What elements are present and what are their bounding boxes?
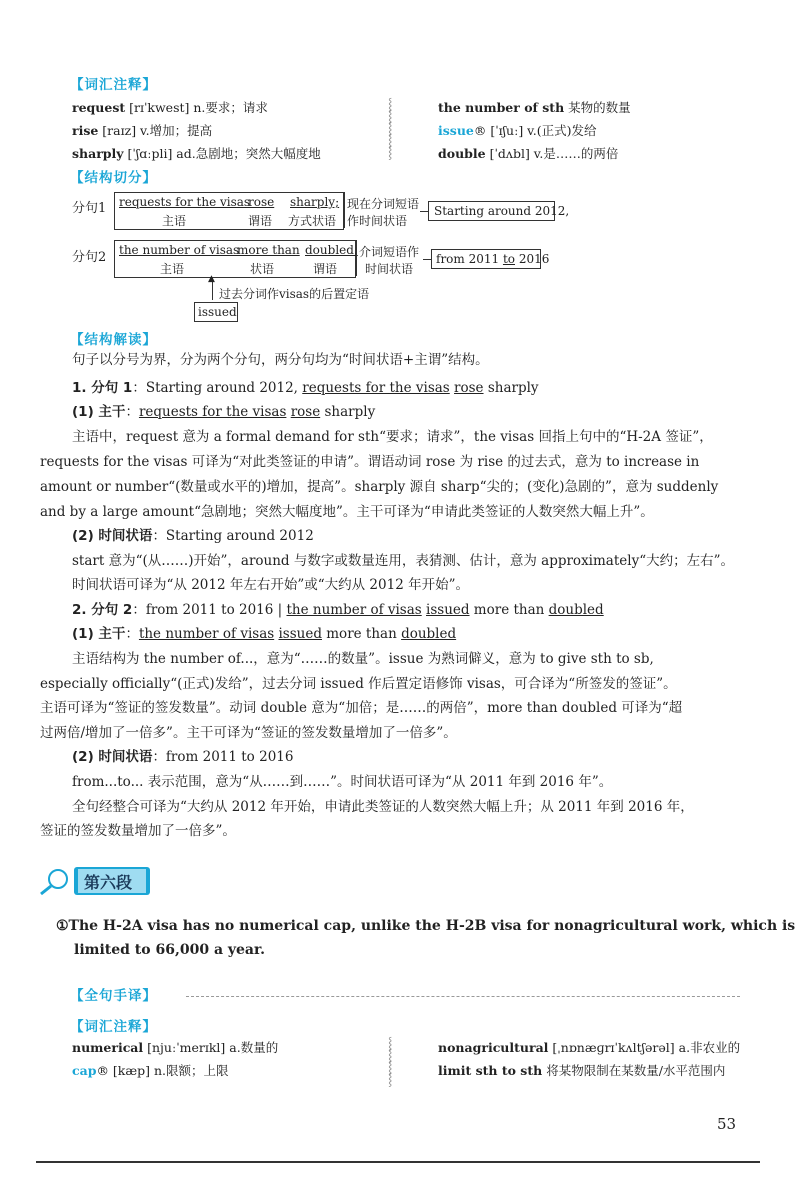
c1-tag-adv: 方式状语	[288, 214, 337, 228]
sentence-line: limited to 66,000 a year.	[74, 942, 265, 958]
analysis-line: amount or number“(数量或水平的)增加，提高”。sharply 源自 sharp“尖的；(变化)急剧的”，意为 suddenly	[40, 479, 719, 495]
paragraph-title: 第六段	[84, 873, 133, 892]
vocab-item: limit sth to sth 将某物限制在某数量/水平范围内	[438, 1063, 726, 1078]
vocab-item: issue® [ˈɪʃuː] v.(正式)发给	[438, 123, 597, 138]
analysis-line: especially officially“(正式)发给”，过去分词 issued 作后置定语修饰 visas，可合译为“所签发的签证”。	[40, 676, 677, 692]
structure-heading: 【结构切分】	[70, 170, 157, 186]
c1-note-a: 现在分词短语	[347, 197, 420, 211]
structure-diagram	[0, 0, 800, 330]
analysis-line: (2) 时间状语：from 2011 to 2016	[72, 749, 294, 765]
vocab-item: numerical [njuːˈmerɪkl] a.数量的	[72, 1040, 279, 1055]
vocab-list-left	[72, 1036, 278, 1082]
c2-bracket	[356, 240, 359, 276]
c2-issued-note: 过去分词作visas的后置定语	[219, 287, 370, 301]
c2-connector	[423, 259, 431, 260]
magnifier-icon	[38, 866, 72, 900]
analysis-line: 时间状语可译为“从 2012 年左右开始”或“大约从 2012 年开始”。	[72, 577, 469, 593]
footer-rule	[36, 1161, 760, 1163]
analysis-line: (2) 时间状语：Starting around 2012	[72, 528, 314, 544]
c2-phrase: from 2011 to 2016	[436, 252, 550, 266]
vocab-item: sharply [ˈʃɑːpli] ad.急剧地；突然大幅度地	[72, 146, 321, 161]
page-number: 53	[717, 1115, 737, 1133]
c1-verb: rose	[248, 195, 275, 209]
analysis-line: 2. 分句 2：from 2011 to 2016 | the number of visas issued more than doubled	[72, 602, 604, 618]
c2-verb: doubled.	[305, 243, 358, 257]
c1-note-b: 作时间状语	[347, 214, 408, 228]
vocab-item: nonagricultural [ˌnɒnæɡrɪˈkʌltʃərəl] a.非农业的	[438, 1040, 741, 1055]
translation-heading: 【全句手译】	[70, 988, 157, 1004]
vocab-item: the number of sth 某物的数量	[438, 100, 631, 115]
analysis-line: start 意为“(从……)开始”，around 与数字或数量连用，表猜测、估计，意为 approximately“大约；左右”。	[72, 553, 735, 569]
c1-phrase: Starting around 2012,	[434, 204, 570, 218]
analysis-line: 1. 分句 1：Starting around 2012, requests for the visas rose sharply	[72, 380, 539, 396]
vocab-list-right	[438, 1036, 740, 1082]
clause1-label: 分句1	[72, 201, 107, 216]
c2-subject: the number of visas	[119, 243, 240, 257]
c1-subject: requests for the visas	[119, 195, 251, 209]
c1-tag-subject: 主语	[162, 214, 187, 228]
analysis-line: 签证的签发数量增加了一倍多”。	[40, 823, 236, 839]
vocab-heading: 【词汇注释】	[70, 1019, 157, 1035]
analysis-line: (1) 主干：the number of visas issued more than doubled	[72, 626, 457, 642]
analysis-line: 句子以分号为界，分为两个分句，两分句均为“时间状语+主谓”结构。	[72, 352, 489, 368]
analysis-line: from...to... 表示范围，意为“从……到……”。时间状语可译为“从 2011 年到 2016 年”。	[72, 774, 613, 790]
analysis-line: 过两倍/增加了一倍多”。主干可译为“签证的签发数量增加了一倍多”。	[40, 725, 457, 741]
analysis-line: (1) 主干：requests for the visas rose sharply	[72, 404, 376, 420]
analysis-heading: 【结构解读】	[70, 332, 157, 348]
analysis-line: 全句经整合可译为“大约从 2012 年开始，申请此类签证的人数突然大幅上升；从 2011 年到 2016 年，	[72, 799, 694, 815]
c1-adv: sharply;	[290, 195, 340, 209]
analysis-line: and by a large amount“急剧地；突然大幅度地”。主干可译为“申请此类签证的人数突然大幅上升”。	[40, 504, 654, 520]
c1-bracket	[344, 192, 347, 228]
vocab-item: cap® [kæp] n.限额；上限	[72, 1063, 229, 1078]
c2-tag-subject: 主语	[160, 262, 185, 276]
divider-zigzag: ⸾ ⸾ ⸾ ⸾	[388, 1036, 393, 1086]
vocab-item: rise [raɪz] v.增加；提高	[72, 123, 213, 138]
c2-tag-verb: 谓语	[313, 262, 338, 276]
divider-zigzag: ⸾ ⸾ ⸾ ⸾ ⸾	[388, 97, 393, 159]
vocab-item: double [ˈdʌbl] v.是……的两倍	[438, 146, 619, 161]
clause2-label: 分句2	[72, 250, 107, 265]
analysis-line: 主语中，request 意为 a formal demand for sth“要求；请求”，the visas 回指上句中的“H-2A 签证”，	[72, 429, 713, 445]
c2-adv: more than	[237, 243, 300, 257]
vocab-item: request [rɪˈkwest] n.要求；请求	[72, 100, 268, 115]
arrow-head-icon: ▲	[208, 274, 215, 284]
sentence-line: ①The H-2A visa has no numerical cap, unlike the H-2B visa for nonagricultural work, which is	[56, 918, 796, 934]
vocab-heading: 【词汇注释】	[70, 77, 157, 93]
c1-connector	[420, 211, 428, 212]
c2-note-a: 介词短语作	[359, 245, 420, 259]
c2-note-b: 时间状语	[365, 262, 414, 276]
c2-issued: issued	[198, 305, 237, 319]
analysis-line: 主语可译为“签证的签发数量”。动词 double 意为“加倍；是……的两倍”，more than doubled 可译为“超	[40, 700, 683, 716]
translation-blank-line	[186, 996, 740, 997]
c2-tag-adv: 状语	[250, 262, 275, 276]
analysis-line: 主语结构为 the number of...，意为“……的数量”。issue 为熟词僻义，意为 to give sth to sb,	[72, 651, 654, 667]
c1-tag-verb: 谓语	[248, 214, 273, 228]
analysis-line: requests for the visas 可译为“对此类签证的申请”。谓语动词 rose 为 rise 的过去式，意为 to increase in	[40, 454, 700, 470]
